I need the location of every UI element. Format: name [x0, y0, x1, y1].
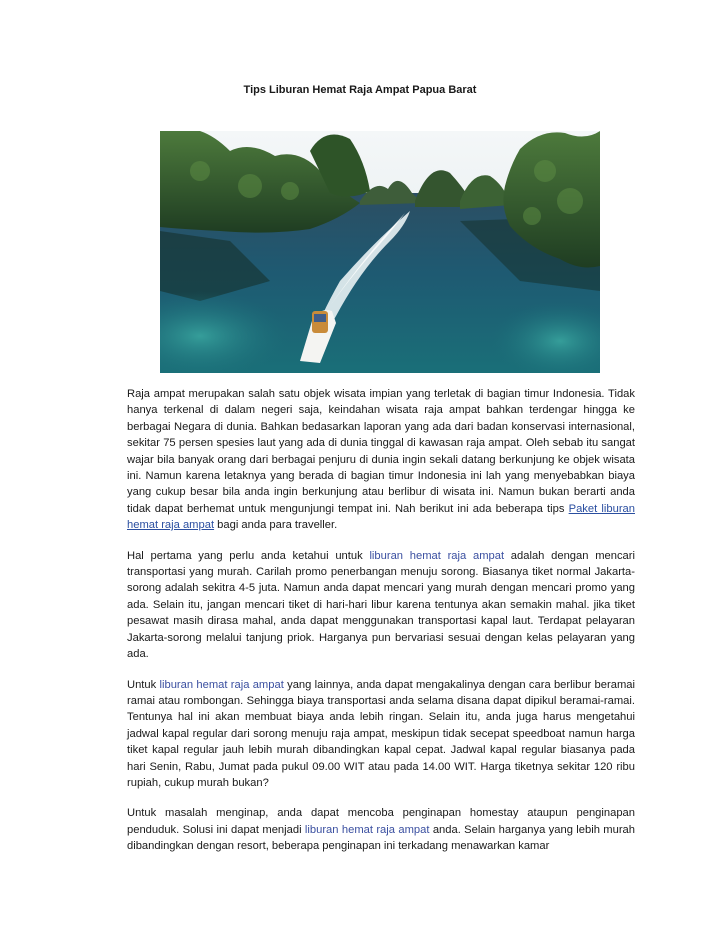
liburan-hemat-link[interactable]: liburan hemat raja ampat [369, 549, 505, 562]
paket-liburan-link[interactable]: Paket liburan hemat raja ampat [127, 502, 635, 532]
liburan-hemat-link[interactable]: liburan hemat raja ampat [159, 678, 284, 691]
paragraph-2: Hal pertama yang perlu anda ketahui untuk liburan hemat raja ampat adalah dengan mencari transportasi yang murah. Carilah promo penerbangan menuju sorong. Biasanya tiket normal Jakarta-sorong adalah sekitra 4-5 juta. Namun anda dapat mencari yang murah dengan mencari promo yang ada. Selain itu, jangan mencari tiket di hari-hari libur karena tentunya akan semakin mahal. jika tiket pesawat masih dirasa mahal, anda dapat menggunakan transportasi kapal laut. Terdapat pelayaran Jakarta-sorong melalui tanjung priok. Harganya pun bervariasi sesuai dengan kelas pelayaran yang ada. [127, 549, 635, 661]
paragraph-1: Raja ampat merupakan salah satu objek wisata impian yang terletak di bagian timur Indonesia. Tidak hanya terkenal di dalam negeri saja, keindahan wisata raja ampat bahkan terdengar hingga ke berbagai Negara di dunia. Bahkan bedasarkan laporan yang ada dari badan konservasi internasional, sekitar 75 persen spesies laut yang ada di dunia tinggal di kawasan raja ampat. Oleh sebab itu sangat wajar bila banyak orang dari berbagai penjuru di dunia ingin sekali datang berkunjung ke objek wisata ini. Namun karena letaknya yang berada di bagian timur Indonesia ini lah yang menyebabkan biaya yang cukup besar bila anda ingin berkunjung atau berlibur di wisata ini. Namun bukan berarti anda tidak dapat berhemat untuk mengunjungi tempat ini. Nah berikut ini ada beberapa tips Paket liburan hemat raja ampat bagi anda para traveller. [127, 388, 635, 532]
article-body [127, 386, 635, 869]
raja-ampat-photo [160, 131, 600, 373]
paragraph-3: Untuk liburan hemat raja ampat yang lainnya, anda dapat mengakalinya dengan cara berlibur beramai ramai atau rombongan. Sehingga biaya transportasi anda selama disana dapat dipikul beramai-ramai. Tentunya hal ini akan membuat biaya anda lebih ringan. Selain itu, anda juga harus mengetahui jadwal kapal regular dari sorong menuju raja ampat, meskipun tidak secepat speedboat namun harga tiket kapal regular jauh lebih murah dibandingkan kapal cepat. Jadwal kapal regular biasanya pada hari Senin, Rabu, Jumat pada pukul 09.00 WIT atau pada 14.00 WIT. Harga tiketnya sekitar 120 ribu rupiah, cukup murah bukan? [127, 678, 635, 789]
liburan-hemat-link[interactable]: liburan hemat raja ampat [304, 823, 430, 836]
document-title: Tips Liburan Hemat Raja Ampat Papua Barat [243, 84, 477, 96]
paragraph-4: Untuk masalah menginap, anda dapat mencoba penginapan homestay ataupun penginapan penduduk. Solusi ini dapat menjadi liburan hemat raja ampat anda. Selain harganya yang lebih murah dibandingkan dengan resort, beberapa penginapan ini terkadang menawarkan kamar [127, 807, 635, 853]
